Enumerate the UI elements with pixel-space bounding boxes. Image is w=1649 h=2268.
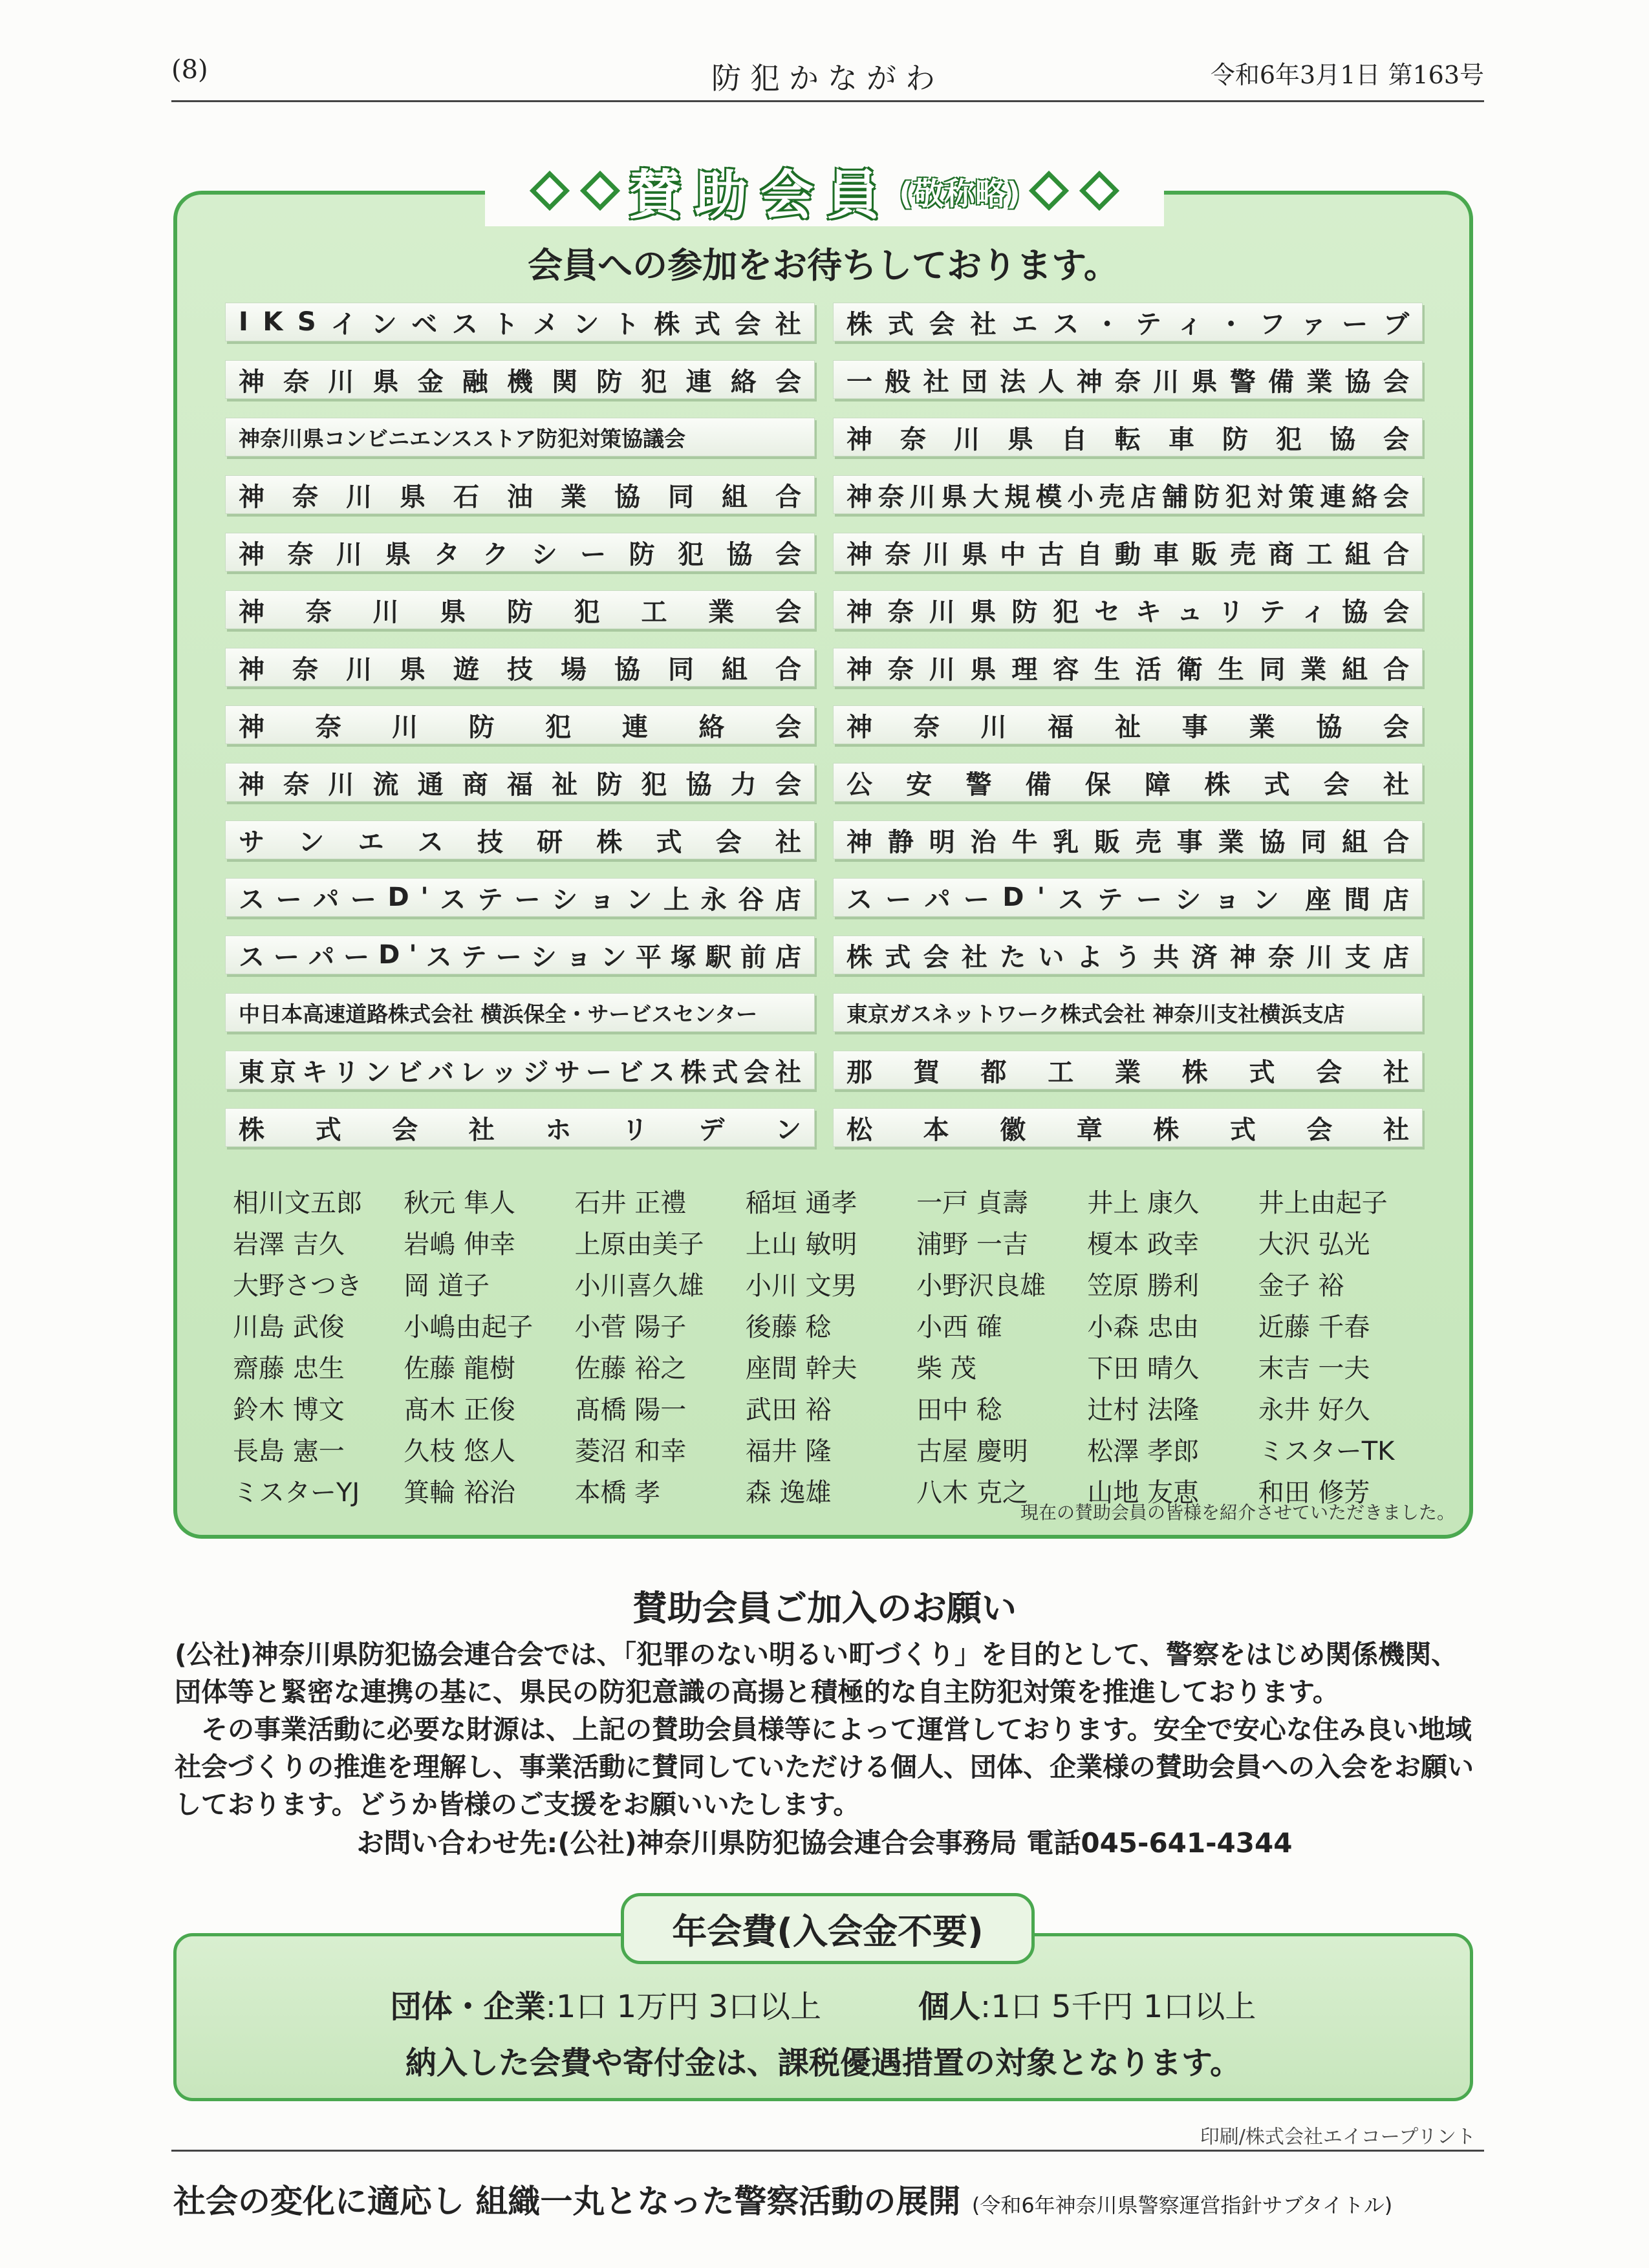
request-paragraph-1: (公社)神奈川県防犯協会連合会では、「犯罪のない明るい町づくり」を目的として、警察をはじめ関係機関、団体等と緊密な連携の基に、県民の防犯意識の高揚と積極的な自主防犯対策を推進しております。 xyxy=(175,1639,1458,1707)
page-header xyxy=(171,55,1484,107)
member-name: 井上 康久 xyxy=(1087,1188,1200,1218)
organization-item: 株 式 会 社 た い よ う 共 済 神 奈 川 支 店 xyxy=(833,936,1423,974)
member-name: 長島 憲一 xyxy=(233,1437,345,1466)
banner-suffix: (敬称略) xyxy=(899,175,1020,212)
organization-item: I K S イ ン ベ ス ト メ ン ト 株 式 会 社 xyxy=(225,303,815,341)
member-name: 上原由美子 xyxy=(574,1230,704,1259)
organization-item: 株 式 会 社 エ ス ・ テ ィ ・ フ ァ ー ブ xyxy=(833,303,1423,341)
member-name: 小川喜久雄 xyxy=(574,1271,704,1301)
diamond-icon xyxy=(1029,171,1069,211)
member-name: 井上由起子 xyxy=(1258,1188,1388,1218)
publication-title: 防犯かながわ xyxy=(711,61,944,96)
member-name: 田中 稔 xyxy=(916,1395,1002,1425)
member-name: 佐藤 裕之 xyxy=(574,1354,687,1384)
member-name: 岩澤 吉久 xyxy=(233,1230,345,1259)
member-name: 福井 隆 xyxy=(745,1437,832,1466)
organization-item: 神 奈 川 県 石 油 業 協 同 組 合 xyxy=(225,475,815,514)
member-name: 下田 晴久 xyxy=(1087,1354,1200,1384)
organization-item: 公 安 警 備 保 障 株 式 会 社 xyxy=(833,763,1423,802)
slogan-source: (令和6年神奈川県警察運営指針サブタイトル) xyxy=(971,2193,1393,2218)
member-name: 武田 裕 xyxy=(745,1395,832,1425)
organization-item: 神 奈 川 県 金 融 機 関 防 犯 連 絡 会 xyxy=(225,360,815,399)
member-name: 岩嶋 伸幸 xyxy=(404,1230,515,1259)
fee-title: 年会費(入会金不要) xyxy=(621,1893,1035,1964)
issue-number: 第163号 xyxy=(1388,61,1484,89)
group-fee xyxy=(391,1982,821,2026)
member-name: 金子 裕 xyxy=(1258,1271,1344,1301)
member-name: 小川 文男 xyxy=(745,1271,857,1301)
member-name: 小西 確 xyxy=(916,1312,1002,1342)
group-fee-label: 団体・企業 xyxy=(390,1989,546,2025)
organization-item: 神 奈 川 県 理 容 生 活 衛 生 同 業 組 合 xyxy=(833,648,1423,687)
member-name: 岡 道子 xyxy=(404,1271,490,1301)
organization-item: 神奈川県コンビニエンスストア防犯対策協議会 xyxy=(225,418,815,456)
member-name: 髙橋 陽一 xyxy=(574,1395,687,1425)
member-name: 久枝 悠人 xyxy=(404,1437,515,1466)
member-name: 佐藤 龍樹 xyxy=(404,1354,515,1384)
footer-rule xyxy=(171,2150,1484,2152)
issue-date: 令和6年3月1日 xyxy=(1210,61,1381,89)
member-name: 秋元 隼人 xyxy=(404,1188,515,1218)
member-name: 大沢 弘光 xyxy=(1258,1230,1370,1259)
request-body xyxy=(175,1636,1474,1823)
page-number: (8) xyxy=(171,55,208,85)
organization-item: 神 奈 川 県 防 犯 工 業 会 xyxy=(225,590,815,629)
organization-item: 那 賀 都 工 業 株 式 会 社 xyxy=(833,1051,1423,1089)
member-name: 稲垣 通孝 xyxy=(745,1188,857,1218)
member-name: 小菅 陽子 xyxy=(574,1312,687,1342)
group-fee-value: :1口 1万円 3口以上 xyxy=(545,1989,821,2025)
contact-info: お問い合わせ先:(公社)神奈川県防犯協会連合会事務局 電話045-641-4344 xyxy=(356,1827,1293,1859)
organization-item: 神 奈 川 県 中 古 自 動 車 販 売 商 工 組 合 xyxy=(833,533,1423,572)
request-title: 賛助会員ご加入のお願い xyxy=(632,1588,1017,1629)
member-name: 小嶋由起子 xyxy=(404,1312,534,1342)
organization-item: ス ー パ ー D ' ス テ ー シ ョ ン 平 塚 駅 前 店 xyxy=(225,936,815,974)
organization-item: 神 静 明 治 牛 乳 販 売 事 業 協 同 組 合 xyxy=(833,820,1423,859)
organization-item: 神 奈 川 県 防 犯 セ キ ュ リ テ ィ 協 会 xyxy=(833,590,1423,629)
fee-rates xyxy=(173,1982,1473,2026)
individual-fee xyxy=(918,1982,1256,2026)
diamond-icon xyxy=(530,171,570,211)
member-name: 和田 修芳 xyxy=(1258,1478,1370,1508)
organization-item: 神 奈 川 防 犯 連 絡 会 xyxy=(225,705,815,744)
member-name: 後藤 稔 xyxy=(745,1312,832,1342)
organization-item: 中日本高速道路株式会社 横浜保全・サービスセンター xyxy=(225,993,815,1032)
diamond-icon xyxy=(1079,171,1119,211)
member-name: 榎本 政幸 xyxy=(1087,1230,1200,1259)
issue-info xyxy=(1211,55,1484,91)
organization-item: サ ン エ ス 技 研 株 式 会 社 xyxy=(225,820,815,859)
member-name: 山地 友恵 xyxy=(1087,1478,1200,1508)
individual-fee-label: 個人 xyxy=(918,1989,981,2025)
members-banner xyxy=(485,155,1164,226)
organization-item: 神 奈 川 流 通 商 福 祉 防 犯 協 力 会 xyxy=(225,763,815,802)
member-name: 浦野 一吉 xyxy=(916,1230,1028,1259)
individual-member-list xyxy=(233,1186,1429,1510)
organization-item: 神 奈 川 県 大 規 模 小 売 店 舗 防 犯 対 策 連 絡 会 xyxy=(833,475,1423,514)
organization-item: 一 般 社 団 法 人 神 奈 川 県 警 備 業 協 会 xyxy=(833,360,1423,399)
member-name: 上山 敏明 xyxy=(745,1230,857,1259)
request-paragraph-2: その事業活動に必要な財源は、上記の賛助会員様等によって運営しております。安全で安心な住み良い地域社会づくりの推進を理解し、事業活動に賛同していただける個人、団体、企業様の賛助会員への入会をお願いしております。どうか皆様のご支援をお願いいたします。 xyxy=(175,1714,1474,1820)
member-name: 永井 好久 xyxy=(1258,1395,1370,1425)
organization-item: 東 京 キ リ ン ビ バ レ ッ ジ サ ー ビ ス 株 式 会 社 xyxy=(225,1051,815,1089)
member-name: 箕輪 裕治 xyxy=(404,1478,515,1508)
member-name: 齋藤 忠生 xyxy=(233,1354,345,1384)
member-name: 大野さつき xyxy=(233,1271,362,1301)
tax-note: 納入した会費や寄付金は、課税優遇措置の対象となります。 xyxy=(405,2045,1242,2081)
member-name: 古屋 慶明 xyxy=(916,1437,1028,1466)
member-name: 辻村 法隆 xyxy=(1087,1395,1200,1425)
individual-fee-value: :1口 5千円 1口以上 xyxy=(980,1989,1256,2025)
members-note: 現在の賛助会員の皆様を紹介させていただきました。 xyxy=(1020,1502,1455,1523)
member-name: 髙木 正俊 xyxy=(404,1395,515,1425)
organization-item: 神 奈 川 県 自 転 車 防 犯 協 会 xyxy=(833,418,1423,456)
slogan-text: 社会の変化に適応し 組織一丸となった警察活動の展開 xyxy=(173,2183,961,2220)
member-name: 相川文五郎 xyxy=(233,1188,362,1218)
diamond-icon xyxy=(580,171,620,211)
member-name: 近藤 千春 xyxy=(1258,1312,1370,1342)
organization-item: ス ー パ ー D ' ス テ ー シ ョ ン 上 永 谷 店 xyxy=(225,878,815,917)
member-name: 笠原 勝利 xyxy=(1087,1271,1200,1301)
member-name: 石井 正禮 xyxy=(574,1188,687,1218)
organization-item: 神 奈 川 県 遊 技 場 協 同 組 合 xyxy=(225,648,815,687)
member-name: 川島 武俊 xyxy=(233,1312,345,1342)
organization-item: 株 式 会 社 ホ リ デ ン xyxy=(225,1108,815,1147)
organization-item: 松 本 徽 章 株 式 会 社 xyxy=(833,1108,1423,1147)
member-name: 一戸 貞壽 xyxy=(916,1188,1028,1218)
printer-credit: 印刷/株式会社エイコープリント xyxy=(1200,2126,1476,2148)
organization-item: ス ー パ ー D ' ス テ ー シ ョ ン 座 間 店 xyxy=(833,878,1423,917)
member-name: 小野沢良雄 xyxy=(916,1271,1046,1301)
member-name: 松澤 孝郎 xyxy=(1087,1437,1200,1466)
member-name: 鈴木 博文 xyxy=(233,1395,345,1425)
footer-slogan xyxy=(173,2176,1392,2222)
member-name: 柴 茂 xyxy=(916,1354,976,1384)
member-name: 本橋 孝 xyxy=(574,1478,661,1508)
organization-list xyxy=(225,303,1423,1147)
member-name: 小森 忠由 xyxy=(1087,1312,1200,1342)
members-subtitle: 会員への参加をお待ちしております。 xyxy=(528,245,1119,286)
member-name: ミスターTK xyxy=(1258,1437,1395,1466)
header-rule xyxy=(171,100,1484,102)
member-name: 菱沼 和幸 xyxy=(574,1437,687,1466)
banner-title: 賛助会員 xyxy=(629,164,893,226)
member-name: 座間 幹夫 xyxy=(745,1354,857,1384)
member-name: 八木 克之 xyxy=(916,1478,1028,1508)
organization-item: 神 奈 川 県 タ ク シ ー 防 犯 協 会 xyxy=(225,533,815,572)
member-name: 森 逸雄 xyxy=(745,1478,832,1508)
member-name: ミスターYJ xyxy=(233,1478,360,1508)
organization-item: 神 奈 川 福 祉 事 業 協 会 xyxy=(833,705,1423,744)
member-name: 末吉 一夫 xyxy=(1258,1354,1370,1384)
organization-item: 東京ガスネットワーク株式会社 神奈川支社横浜支店 xyxy=(833,993,1423,1032)
